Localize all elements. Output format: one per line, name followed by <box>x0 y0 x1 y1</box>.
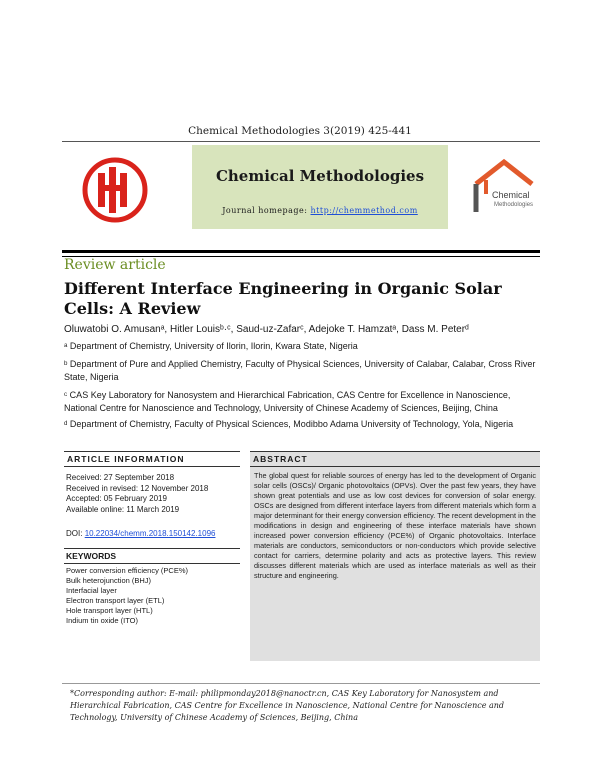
article-information-heading: ARTICLE INFORMATION <box>64 451 240 467</box>
author-list: Oluwatobi O. Amusanᵃ, Hitler Louisᵇ·ᶜ, Saud-uz-Zafarᶜ, Adejoke T. Hamzatᵃ, Dass M. Peterᵈ <box>64 324 469 335</box>
keyword-item: Power conversion efficiency (PCE%) <box>66 566 188 575</box>
corresponding-author-footnote: *Corresponding author: E-mail: philipmonday2018@nanoctr.cn, CAS Key Laboratory for Nanosystem and Hierarchical Fabrication, CAS Centre for Excellence in Nanoscience, National Centre for Nanoscience and Technology, University of Chinese Academy of Sciences, Beijing, China <box>70 689 505 722</box>
journal-homepage <box>192 206 448 215</box>
homepage-label: Journal homepage: <box>222 206 308 215</box>
abstract-heading: ABSTRACT <box>250 451 540 467</box>
keyword-item: Bulk heterojunction (BHJ) <box>66 576 152 585</box>
journal-banner <box>192 145 448 229</box>
affiliation-a: ᵃ Department of Chemistry, University of Ilorin, Ilorin, Kwara State, Nigeria <box>64 341 358 351</box>
date-accepted: Accepted: 05 February 2019 <box>66 494 167 503</box>
affiliation-b: ᵇ Department of Pure and Applied Chemistry, Faculty of Physical Sciences, University of Calabar, Calabar, Cross River State, Nigeria <box>64 359 536 382</box>
article-dates <box>64 467 240 521</box>
doi-label: DOI: <box>66 529 83 538</box>
abstract-box <box>250 451 540 661</box>
date-online: Available online: 11 March 2019 <box>66 504 180 514</box>
logo-text-chemical: Chemical <box>492 190 530 200</box>
keywords-heading: KEYWORDS <box>64 548 240 564</box>
article-information <box>64 451 240 628</box>
keywords-list <box>64 564 240 628</box>
running-head: Chemical Methodologies 3(2019) 425-441 <box>188 125 412 137</box>
keyword-item: Hole transport layer (HTL) <box>66 606 153 615</box>
journal-logo-icon <box>80 155 150 225</box>
doi-link[interactable]: 10.22034/chemm.2018.150142.1096 <box>84 529 216 538</box>
keyword-item: Interfacial layer <box>66 586 117 595</box>
affiliation-d: ᵈ Department of Chemistry, Faculty of Physical Sciences, Modibbo Adama University of Technology, Yola, Nigeria <box>64 419 514 429</box>
footnote-rule <box>62 683 540 684</box>
abstract-text: The global quest for reliable sources of energy has led to the development of Organic solar cells (OSCs)/ Organic photovoltaics (OPVs). Over the past few years, they have shown great potentials and use as low cost devices for conversion of solar energy. OSCs are designed from different interface layers from different materials which form a major determinant for their energy conversion efficiency. The recent development in the modifications in design and engineering of these interface materials have shown increased power conversion efficiency (PCE%) of Organic photovoltaics. Interface materials are conductors, semiconductors or non-conductors which provide selective contact for carriers, determine polarity and acts as protective layers. This review discusses different materials which are used as interface materials as well as their structure and engineering. <box>254 471 536 580</box>
affiliation-c: ᶜ CAS Key Laboratory for Nanosystem and Hierarchical Fabrication, CAS Centre for Excellence in Nanoscience, National Centre for Nanoscience and Technology, University of Chinese Academy of Sciences, Beijing, China <box>64 390 511 413</box>
chemical-methodologies-logo-icon <box>468 150 540 222</box>
article-title: Different Interface Engineering in Organic Solar Cells: A Review <box>64 279 502 318</box>
date-received: Received: 27 September 2018 <box>66 473 175 482</box>
keyword-item: Indium tin oxide (ITO) <box>66 616 138 625</box>
keyword-item: Electron transport layer (ETL) <box>66 596 165 605</box>
date-revised: Received in revised: 12 November 2018 <box>66 483 209 493</box>
journal-name: Chemical Methodologies <box>215 167 425 185</box>
header-rule <box>62 141 540 142</box>
logo-text-methodologies: Methodologies <box>494 202 534 208</box>
doi <box>64 529 240 538</box>
article-type: Review article <box>64 257 166 273</box>
homepage-link[interactable]: http://chemmethod.com <box>310 206 418 215</box>
title-rule-thick <box>62 250 540 253</box>
